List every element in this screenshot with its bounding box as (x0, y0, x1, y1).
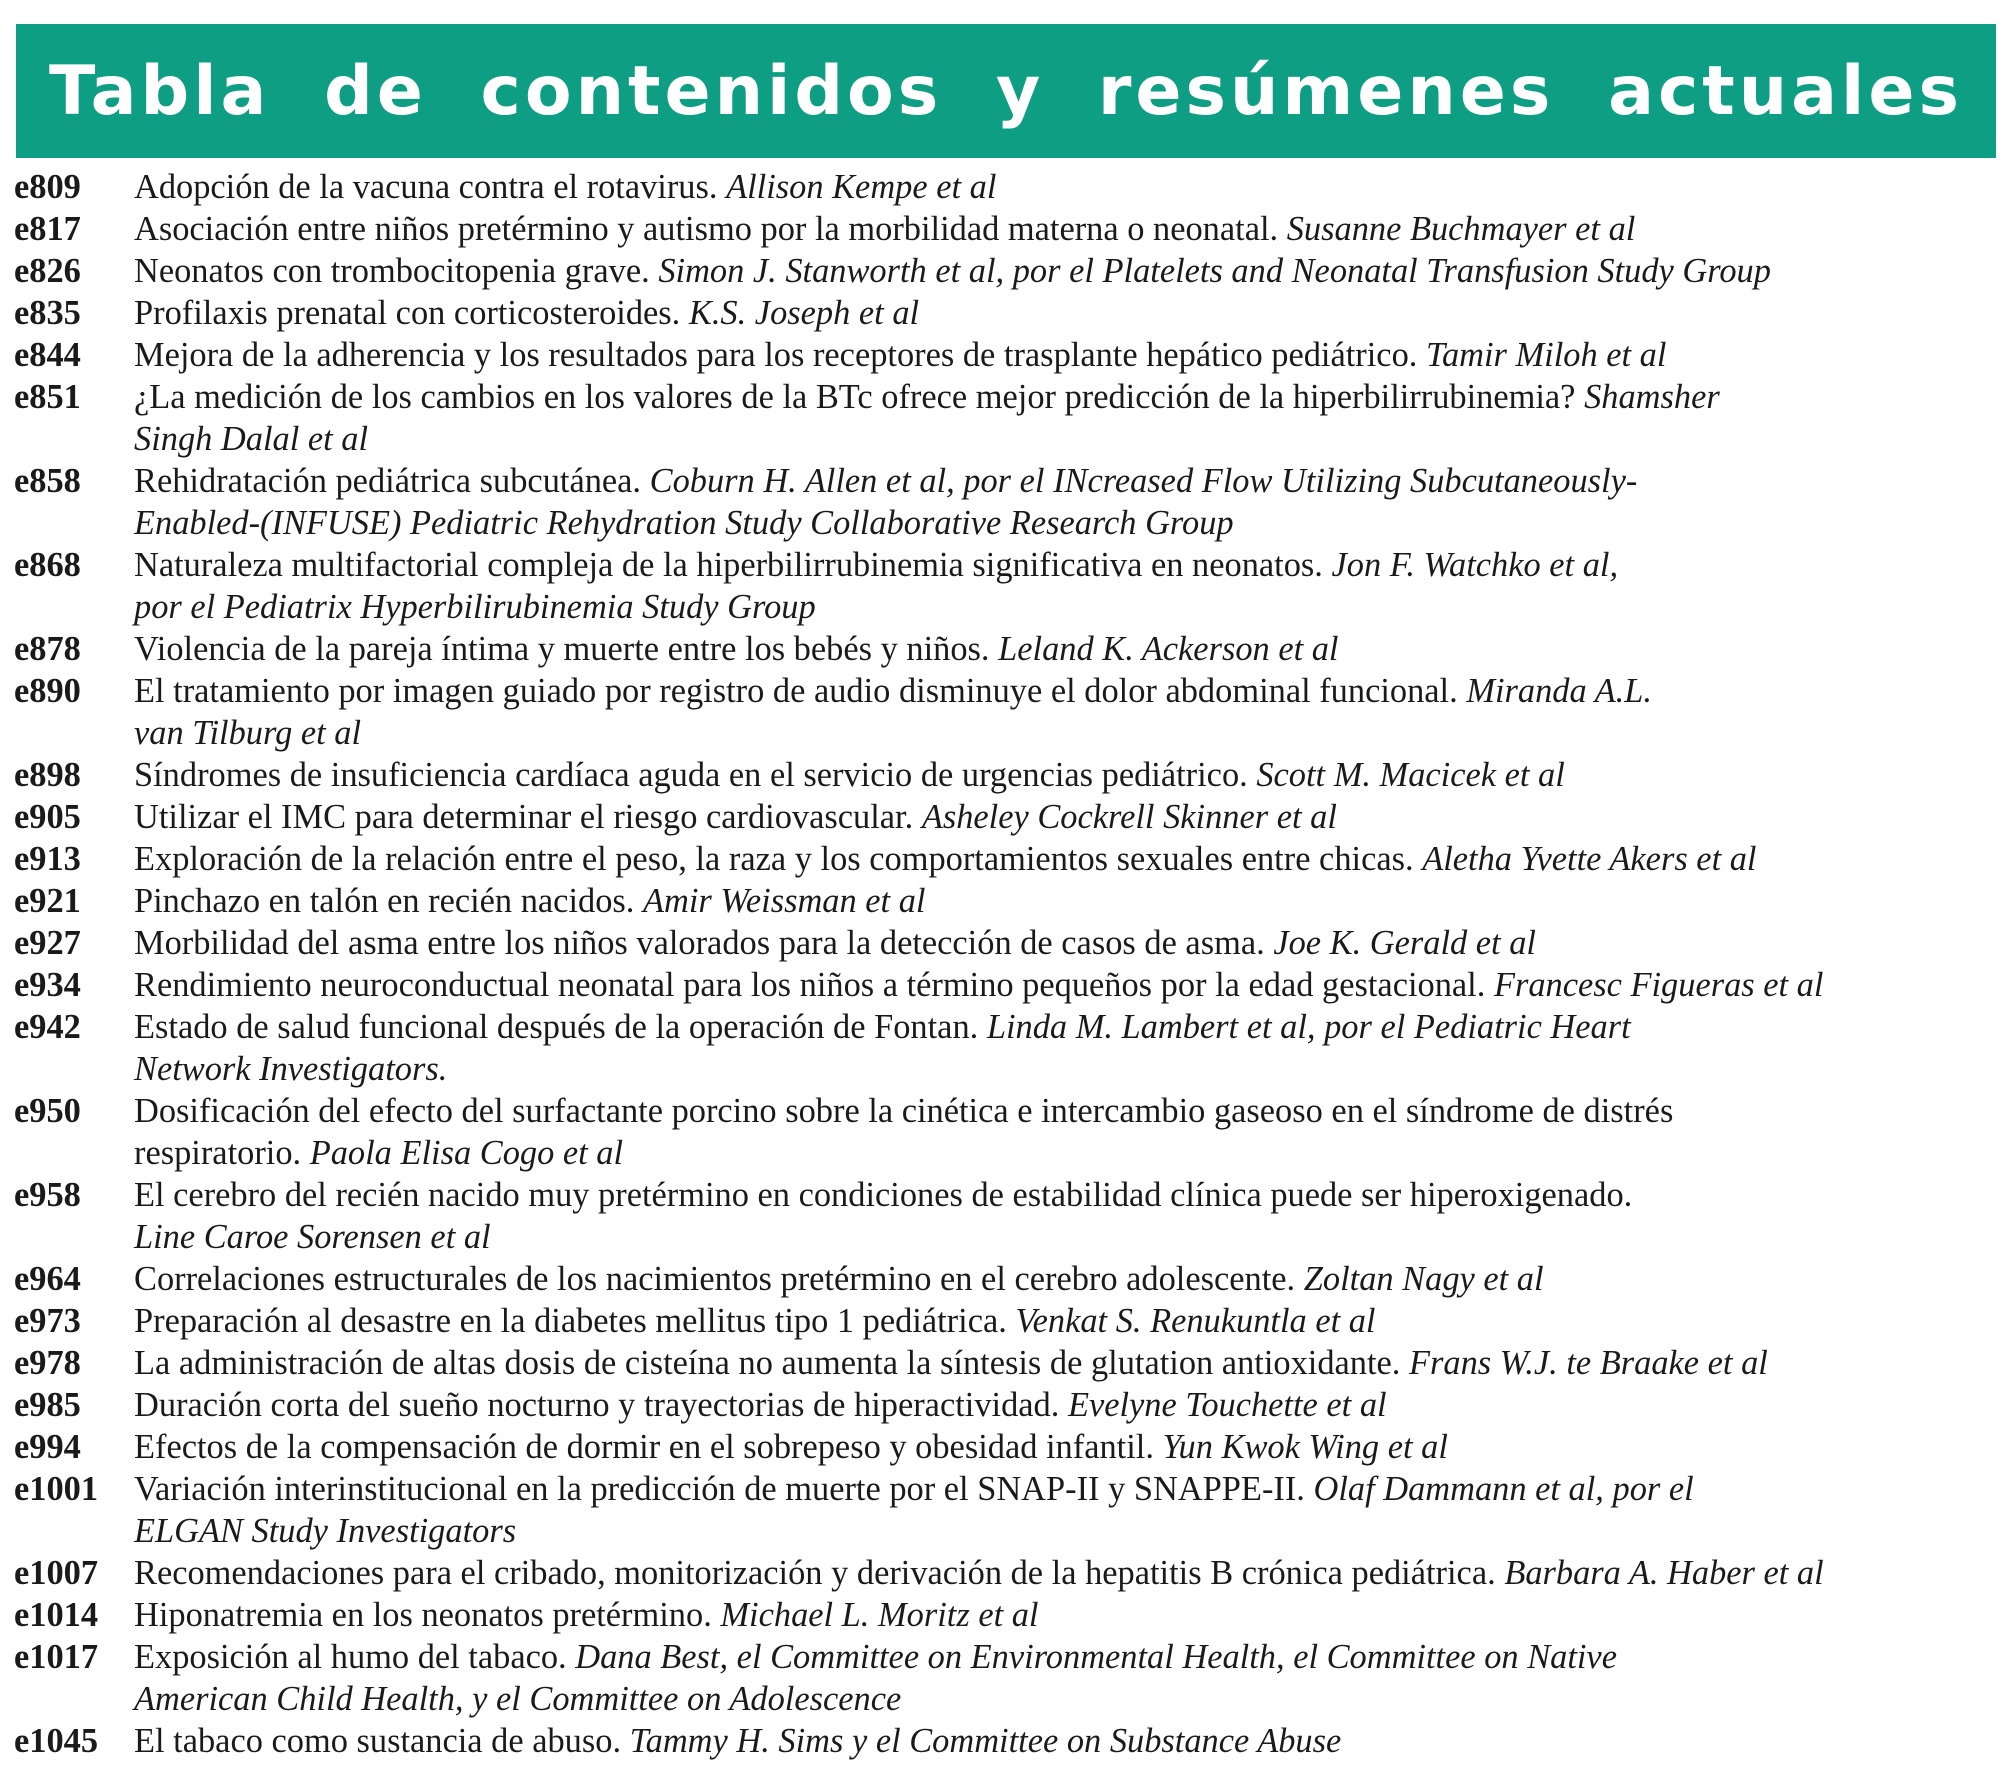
entry-line (134, 754, 2004, 796)
article-title: Profilaxis prenatal con corticosteroides. (134, 294, 681, 332)
article-authors: Coburn H. Allen et al, por el INcreased Flow Utilizing Subcutaneously- (649, 462, 1638, 500)
entry-line (134, 838, 2004, 880)
entry-line (134, 1300, 2004, 1342)
page-number: e1014 (14, 1596, 99, 1634)
page-number: e851 (14, 378, 81, 416)
article-title: La administración de altas dosis de cisteína no aumenta la síntesis de glutation antioxidante. (134, 1344, 1401, 1382)
toc-entry (14, 1258, 2004, 1300)
entry-line (134, 1426, 2004, 1468)
toc-entry (14, 292, 2004, 334)
toc-entry (14, 838, 2004, 880)
article-title: Mejora de la adherencia y los resultados para los receptores de trasplante hepático pediátrico. (134, 336, 1418, 374)
entry-line (134, 544, 2004, 586)
article-title: Efectos de la compensación de dormir en el sobrepeso y obesidad infantil. (134, 1428, 1154, 1466)
page-number: e826 (14, 252, 81, 290)
entry-line-continued (134, 418, 2004, 460)
page-number: e978 (14, 1344, 81, 1382)
page-number: e1017 (14, 1638, 99, 1676)
entry-line (134, 460, 2004, 502)
entry-line (134, 1342, 2004, 1384)
entry-line (134, 1090, 2004, 1132)
entry-line (134, 922, 2004, 964)
article-title: Utilizar el IMC para determinar el riesgo cardiovascular. (134, 798, 914, 836)
article-title: Violencia de la pareja íntima y muerte entre los bebés y niños. (134, 630, 990, 668)
header-banner (16, 24, 1996, 158)
toc-entry (14, 460, 2004, 544)
entry-line (134, 880, 2004, 922)
article-authors-continued: Line Caroe Sorensen et al (134, 1218, 491, 1256)
page-number: e858 (14, 462, 81, 500)
entry-line (134, 1468, 2004, 1510)
entry-line (134, 1384, 2004, 1426)
article-title: El cerebro del recién nacido muy pretérmino en condiciones de estabilidad clínica puede ser hiperoxigenado. (134, 1176, 1633, 1214)
article-authors: Tamir Miloh et al (1425, 336, 1667, 374)
article-title: Exposición al humo del tabaco. (134, 1638, 567, 1676)
page-number: e994 (14, 1428, 81, 1466)
entry-line-continued (134, 1132, 2004, 1174)
toc-entry (14, 1384, 2004, 1426)
article-title-continued: respiratorio. (134, 1134, 302, 1172)
article-authors: Michael L. Moritz et al (720, 1596, 1039, 1634)
entry-line (134, 166, 2004, 208)
toc-entry (14, 1342, 2004, 1384)
page-number: e958 (14, 1176, 81, 1214)
article-title: Dosificación del efecto del surfactante porcino sobre la cinética e intercambio gaseoso en el síndrome de distrés (134, 1092, 1674, 1130)
page-number: e809 (14, 168, 81, 206)
entry-line (134, 1594, 2004, 1636)
toc-entry (14, 1468, 2004, 1552)
toc-entry (14, 208, 2004, 250)
toc-entry (14, 1636, 2004, 1720)
entry-line (134, 208, 2004, 250)
article-authors: Francesc Figueras et al (1493, 966, 1824, 1004)
article-authors: Barbara A. Haber et al (1504, 1554, 1824, 1592)
toc-entry (14, 1174, 2004, 1258)
toc-entry (14, 1552, 2004, 1594)
page-number: e868 (14, 546, 81, 584)
article-title: Exploración de la relación entre el peso, la raza y los comportamientos sexuales entre chicas. (134, 840, 1414, 878)
article-authors: Leland K. Ackerson et al (998, 630, 1339, 668)
toc-entry (14, 1090, 2004, 1174)
article-authors: Evelyne Touchette et al (1067, 1386, 1387, 1424)
entry-line (134, 628, 2004, 670)
article-title: Rehidratación pediátrica subcutánea. (134, 462, 642, 500)
page-number: e878 (14, 630, 81, 668)
entry-line (134, 964, 2004, 1006)
article-authors-continued: ELGAN Study Investigators (134, 1512, 517, 1550)
article-authors: Frans W.J. te Braake et al (1409, 1344, 1768, 1382)
entry-line-continued (134, 586, 2004, 628)
page-number: e890 (14, 672, 81, 710)
article-authors: Venkat S. Renukuntla et al (1015, 1302, 1376, 1340)
article-authors: Joe K. Gerald et al (1273, 924, 1536, 962)
page-number: e964 (14, 1260, 81, 1298)
toc-entry (14, 964, 2004, 1006)
toc-entry (14, 628, 2004, 670)
table-of-contents (14, 166, 2004, 1762)
article-title: Morbilidad del asma entre los niños valorados para la detección de casos de asma. (134, 924, 1265, 962)
page-number: e913 (14, 840, 81, 878)
article-authors: Linda M. Lambert et al, por el Pediatric Heart (986, 1008, 1631, 1046)
article-title: Síndromes de insuficiencia cardíaca aguda en el servicio de urgencias pediátrico. (134, 756, 1248, 794)
page-number: e942 (14, 1008, 81, 1046)
page-number: e817 (14, 210, 81, 248)
page-number: e934 (14, 966, 81, 1004)
article-authors-continued: por el Pediatrix Hyperbilirubinemia Study Group (134, 588, 816, 626)
toc-entry (14, 1594, 2004, 1636)
toc-entry (14, 166, 2004, 208)
page-number: e985 (14, 1386, 81, 1424)
entry-line (134, 1720, 2004, 1762)
entry-line-continued (134, 1678, 2004, 1720)
article-authors: Olaf Dammann et al, por el (1313, 1470, 1694, 1508)
entry-line-continued (134, 502, 2004, 544)
page-number: e950 (14, 1092, 81, 1130)
entry-line-continued (134, 1216, 2004, 1258)
article-authors: Dana Best, el Committee on Environmental Health, el Committee on Native (575, 1638, 1617, 1676)
article-title: Variación interinstitucional en la predicción de muerte por el SNAP-II y SNAPPE-II. (134, 1470, 1305, 1508)
toc-entry (14, 334, 2004, 376)
toc-entry (14, 544, 2004, 628)
page-number: e921 (14, 882, 81, 920)
article-authors: Susanne Buchmayer et al (1286, 210, 1636, 248)
article-authors: Aletha Yvette Akers et al (1422, 840, 1757, 878)
article-authors: Asheley Cockrell Skinner et al (921, 798, 1337, 836)
article-authors: Yun Kwok Wing et al (1162, 1428, 1448, 1466)
toc-entry (14, 250, 2004, 292)
toc-entry (14, 1300, 2004, 1342)
article-authors: Jon F. Watchko et al, (1331, 546, 1619, 584)
entry-line (134, 292, 2004, 334)
toc-entry (14, 796, 2004, 838)
article-authors-continued: Singh Dalal et al (134, 420, 369, 458)
toc-entry (14, 1006, 2004, 1090)
page-number: e1045 (14, 1722, 99, 1760)
entry-line (134, 670, 2004, 712)
article-title: Recomendaciones para el cribado, monitorización y derivación de la hepatitis B crónica pediátrica. (134, 1554, 1496, 1592)
entry-line (134, 376, 2004, 418)
article-authors: Scott M. Macicek et al (1256, 756, 1565, 794)
article-title: Pinchazo en talón en recién nacidos. (134, 882, 635, 920)
entry-line-continued (134, 1510, 2004, 1552)
article-authors: Tammy H. Sims y el Committee on Substance Abuse (629, 1722, 1342, 1760)
article-title: El tratamiento por imagen guiado por registro de audio disminuye el dolor abdominal funcional. (134, 672, 1458, 710)
article-authors-continued: Network Investigators. (134, 1050, 448, 1088)
article-authors-continued: American Child Health, y el Committee on Adolescence (134, 1680, 902, 1718)
toc-entry (14, 670, 2004, 754)
article-title: ¿La medición de los cambios en los valores de la BTc ofrece mejor predicción de la hiperbilirrubinemia? (134, 378, 1576, 416)
entry-line-continued (134, 712, 2004, 754)
toc-entry (14, 922, 2004, 964)
article-authors: Amir Weissman et al (643, 882, 926, 920)
page-number: e1007 (14, 1554, 99, 1592)
article-title: Correlaciones estructurales de los nacimientos pretérmino en el cerebro adolescente. (134, 1260, 1296, 1298)
toc-entry (14, 376, 2004, 460)
article-authors-continued: van Tilburg et al (134, 714, 362, 752)
page-number: e1001 (14, 1470, 99, 1508)
article-title: Hiponatremia en los neonatos pretérmino. (134, 1596, 712, 1634)
article-title: Naturaleza multifactorial compleja de la hiperbilirrubinemia significativa en neonatos. (134, 546, 1323, 584)
entry-line-continued (134, 1048, 2004, 1090)
toc-entry (14, 1720, 2004, 1762)
entry-line (134, 250, 2004, 292)
page-number: e973 (14, 1302, 81, 1340)
entry-line (134, 1174, 2004, 1216)
page-number: e898 (14, 756, 81, 794)
entry-line (134, 1552, 2004, 1594)
entry-line (134, 1636, 2004, 1678)
page-number: e844 (14, 336, 81, 374)
article-title: Rendimiento neuroconductual neonatal para los niños a término pequeños por la edad gestacional. (134, 966, 1486, 1004)
toc-entry (14, 754, 2004, 796)
article-title: Adopción de la vacuna contra el rotavirus. (134, 168, 718, 206)
article-title: El tabaco como sustancia de abuso. (134, 1722, 622, 1760)
article-authors-continued: Enabled-(INFUSE) Pediatric Rehydration Study Collaborative Research Group (134, 504, 1234, 542)
article-title: Asociación entre niños pretérmino y autismo por la morbilidad materna o neonatal. (134, 210, 1279, 248)
entry-line (134, 334, 2004, 376)
article-authors: Simon J. Stanworth et al, por el Platelets and Neonatal Transfusion Study Group (658, 252, 1771, 290)
page-number: e927 (14, 924, 81, 962)
page-number: e905 (14, 798, 81, 836)
toc-entry (14, 1426, 2004, 1468)
entry-line (134, 1258, 2004, 1300)
article-title: Duración corta del sueño nocturno y trayectorias de hiperactividad. (134, 1386, 1060, 1424)
page-title: Tabla de contenidos y resúmenes actuales (49, 51, 1963, 131)
article-authors: Miranda A.L. (1466, 672, 1653, 710)
entry-line (134, 796, 2004, 838)
article-title: Neonatos con trombocitopenia grave. (134, 252, 650, 290)
toc-entry (14, 880, 2004, 922)
article-title: Preparación al desastre en la diabetes mellitus tipo 1 pediátrica. (134, 1302, 1007, 1340)
article-authors-continued: Paola Elisa Cogo et al (309, 1134, 624, 1172)
article-authors: Zoltan Nagy et al (1303, 1260, 1544, 1298)
article-authors: Allison Kempe et al (726, 168, 997, 206)
page-number: e835 (14, 294, 81, 332)
article-authors: K.S. Joseph et al (688, 294, 920, 332)
article-title: Estado de salud funcional después de la operación de Fontan. (134, 1008, 979, 1046)
entry-line (134, 1006, 2004, 1048)
article-authors: Shamsher (1584, 378, 1720, 416)
